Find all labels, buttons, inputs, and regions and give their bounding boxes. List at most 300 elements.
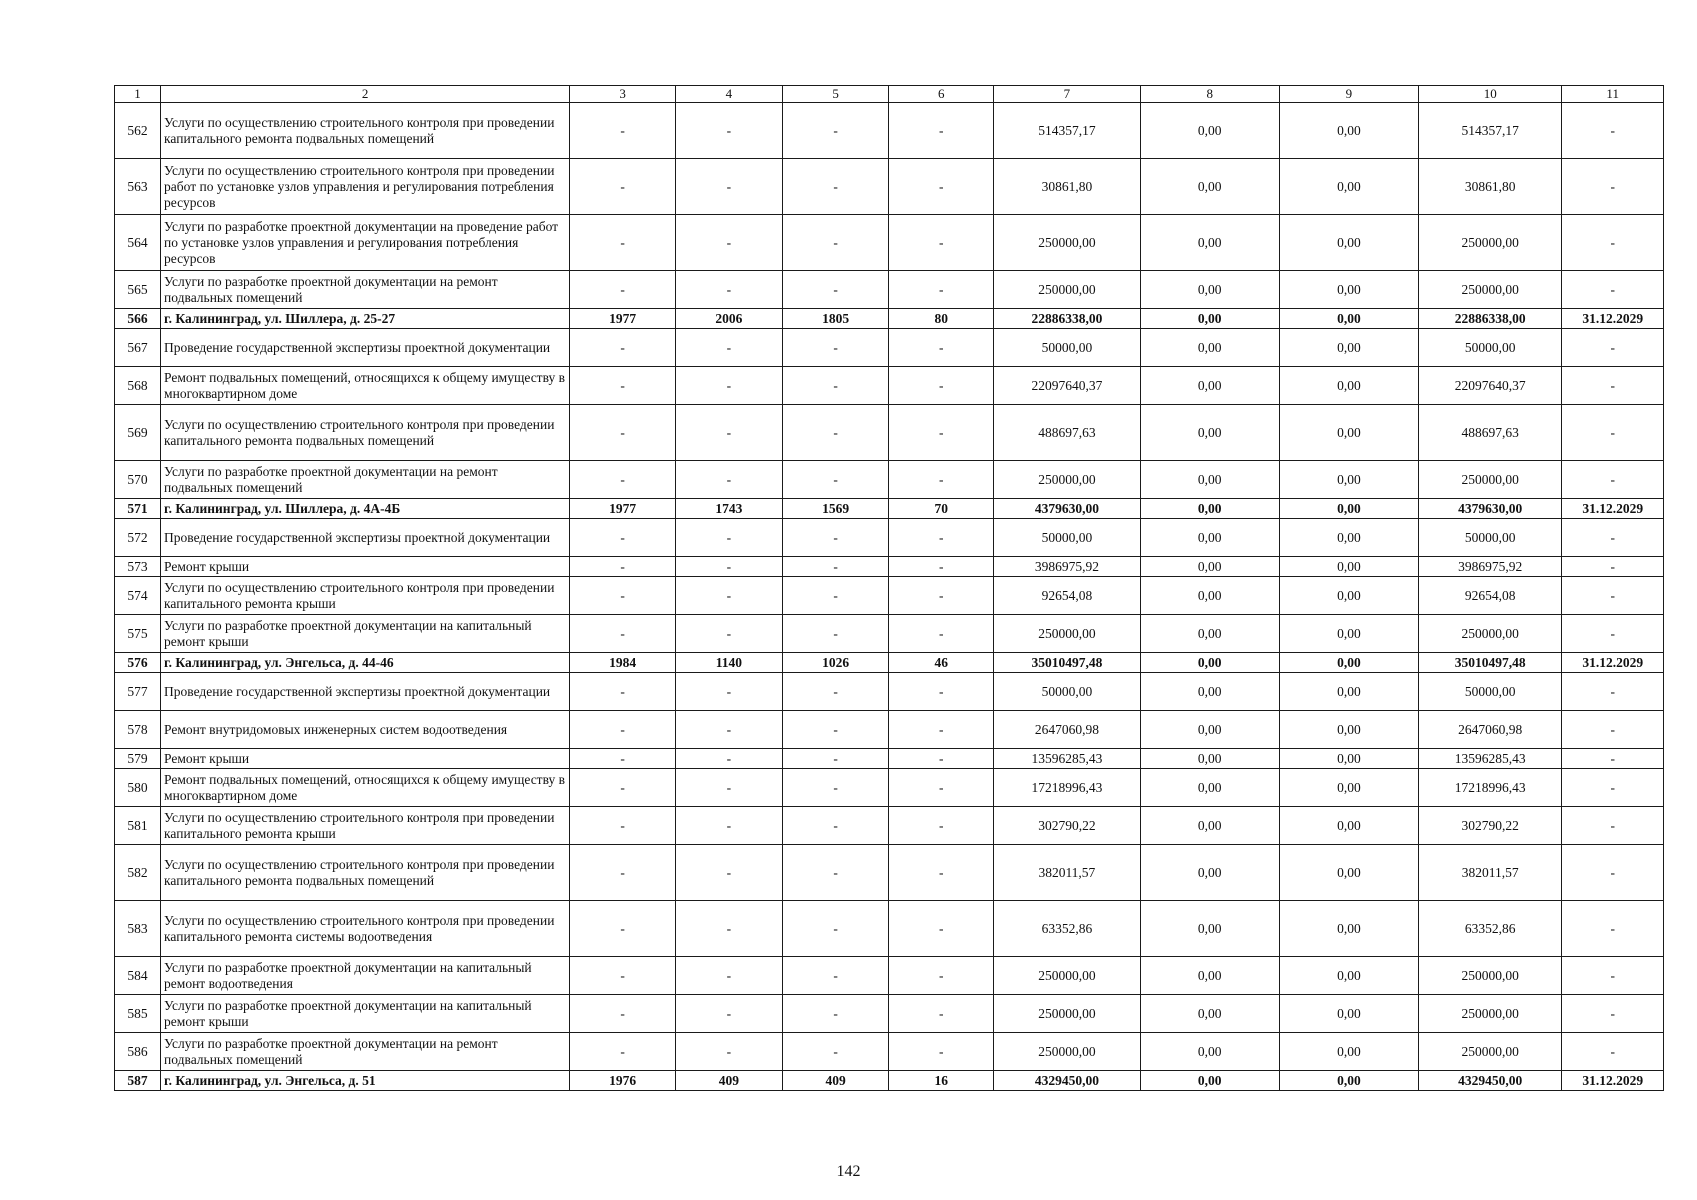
description-cell: Услуги по разработке проектной документации на капитальный ремонт водоотведения bbox=[161, 957, 570, 995]
value-cell: 409 bbox=[675, 1071, 782, 1091]
row-number-cell: 574 bbox=[115, 577, 161, 615]
column-header: 2 bbox=[161, 86, 570, 103]
value-cell: - bbox=[1562, 673, 1664, 711]
value-cell: - bbox=[1562, 769, 1664, 807]
value-cell: - bbox=[1562, 367, 1664, 405]
value-cell: 0,00 bbox=[1279, 711, 1418, 749]
value-cell: 1977 bbox=[570, 309, 676, 329]
repair-program-table bbox=[114, 85, 1664, 1091]
value-cell: 0,00 bbox=[1140, 461, 1279, 499]
address-row bbox=[115, 499, 1664, 519]
value-cell: 17218996,43 bbox=[994, 769, 1141, 807]
row-number-cell: 569 bbox=[115, 405, 161, 461]
value-cell: 382011,57 bbox=[1419, 845, 1562, 901]
description-cell: Услуги по осуществлению строительного контроля при проведении работ по установке узлов управления и регулирования потребления ресурсов bbox=[161, 159, 570, 215]
value-cell: 0,00 bbox=[1279, 329, 1418, 367]
value-cell: 0,00 bbox=[1279, 673, 1418, 711]
value-cell: 250000,00 bbox=[1419, 1033, 1562, 1071]
description-cell: Услуги по разработке проектной документации на ремонт подвальных помещений bbox=[161, 271, 570, 309]
table-row bbox=[115, 845, 1664, 901]
value-cell: 16 bbox=[889, 1071, 994, 1091]
value-cell: 0,00 bbox=[1279, 519, 1418, 557]
value-cell: 0,00 bbox=[1279, 367, 1418, 405]
description-cell: Ремонт внутридомовых инженерных систем водоотведения bbox=[161, 711, 570, 749]
table-row bbox=[115, 367, 1664, 405]
value-cell: 50000,00 bbox=[994, 329, 1141, 367]
value-cell: - bbox=[675, 367, 782, 405]
value-cell: 0,00 bbox=[1279, 271, 1418, 309]
value-cell: - bbox=[782, 557, 889, 577]
value-cell: 31.12.2029 bbox=[1562, 309, 1664, 329]
table-row bbox=[115, 615, 1664, 653]
description-cell: Услуги по осуществлению строительного контроля при проведении капитального ремонта подвальных помещений bbox=[161, 103, 570, 159]
value-cell: 0,00 bbox=[1279, 995, 1418, 1033]
row-number-cell: 582 bbox=[115, 845, 161, 901]
value-cell: 3986975,92 bbox=[994, 557, 1141, 577]
value-cell: - bbox=[570, 367, 676, 405]
value-cell: 17218996,43 bbox=[1419, 769, 1562, 807]
value-cell: - bbox=[570, 901, 676, 957]
value-cell: - bbox=[782, 711, 889, 749]
value-cell: 302790,22 bbox=[1419, 807, 1562, 845]
value-cell: - bbox=[570, 103, 676, 159]
value-cell: 4329450,00 bbox=[994, 1071, 1141, 1091]
value-cell: 250000,00 bbox=[1419, 615, 1562, 653]
description-cell: Ремонт подвальных помещений, относящихся к общему имуществу в многоквартирном доме bbox=[161, 367, 570, 405]
column-header: 5 bbox=[782, 86, 889, 103]
table-row bbox=[115, 405, 1664, 461]
table-row bbox=[115, 769, 1664, 807]
value-cell: 302790,22 bbox=[994, 807, 1141, 845]
value-cell: - bbox=[1562, 329, 1664, 367]
column-number-row bbox=[115, 86, 1664, 103]
value-cell: - bbox=[889, 577, 994, 615]
value-cell: 0,00 bbox=[1279, 807, 1418, 845]
value-cell: - bbox=[570, 807, 676, 845]
value-cell: - bbox=[1562, 711, 1664, 749]
table-row bbox=[115, 329, 1664, 367]
value-cell: 0,00 bbox=[1140, 519, 1279, 557]
description-cell: г. Калининград, ул. Энгельса, д. 51 bbox=[161, 1071, 570, 1091]
value-cell: - bbox=[570, 405, 676, 461]
value-cell: - bbox=[1562, 215, 1664, 271]
value-cell: - bbox=[1562, 405, 1664, 461]
value-cell: 31.12.2029 bbox=[1562, 499, 1664, 519]
description-cell: Услуги по осуществлению строительного контроля при проведении капитального ремонта подвальных помещений bbox=[161, 405, 570, 461]
value-cell: 0,00 bbox=[1279, 461, 1418, 499]
value-cell: 0,00 bbox=[1140, 901, 1279, 957]
row-number-cell: 578 bbox=[115, 711, 161, 749]
row-number-cell: 577 bbox=[115, 673, 161, 711]
value-cell: - bbox=[570, 995, 676, 1033]
value-cell: 1976 bbox=[570, 1071, 676, 1091]
value-cell: - bbox=[570, 461, 676, 499]
value-cell: - bbox=[675, 769, 782, 807]
row-number-cell: 581 bbox=[115, 807, 161, 845]
row-number-cell: 562 bbox=[115, 103, 161, 159]
value-cell: 0,00 bbox=[1140, 499, 1279, 519]
value-cell: - bbox=[570, 673, 676, 711]
value-cell: - bbox=[889, 103, 994, 159]
column-header: 11 bbox=[1562, 86, 1664, 103]
value-cell: 22097640,37 bbox=[994, 367, 1141, 405]
value-cell: 0,00 bbox=[1140, 1071, 1279, 1091]
value-cell: - bbox=[889, 159, 994, 215]
description-cell: Услуги по разработке проектной документации на ремонт подвальных помещений bbox=[161, 461, 570, 499]
value-cell: - bbox=[889, 367, 994, 405]
value-cell: - bbox=[570, 749, 676, 769]
row-number-cell: 568 bbox=[115, 367, 161, 405]
value-cell: - bbox=[675, 995, 782, 1033]
value-cell: - bbox=[570, 845, 676, 901]
value-cell: - bbox=[675, 329, 782, 367]
address-row bbox=[115, 653, 1664, 673]
value-cell: 0,00 bbox=[1140, 653, 1279, 673]
value-cell: 0,00 bbox=[1140, 329, 1279, 367]
value-cell: 0,00 bbox=[1279, 159, 1418, 215]
description-cell: Услуги по осуществлению строительного контроля при проведении капитального ремонта крыши bbox=[161, 807, 570, 845]
value-cell: 250000,00 bbox=[994, 615, 1141, 653]
value-cell: 0,00 bbox=[1279, 749, 1418, 769]
row-number-cell: 585 bbox=[115, 995, 161, 1033]
value-cell: - bbox=[1562, 1033, 1664, 1071]
value-cell: 35010497,48 bbox=[1419, 653, 1562, 673]
value-cell: 250000,00 bbox=[994, 215, 1141, 271]
column-header: 7 bbox=[994, 86, 1141, 103]
value-cell: - bbox=[889, 845, 994, 901]
value-cell: 0,00 bbox=[1140, 1033, 1279, 1071]
value-cell: 3986975,92 bbox=[1419, 557, 1562, 577]
row-number-cell: 583 bbox=[115, 901, 161, 957]
value-cell: 0,00 bbox=[1279, 215, 1418, 271]
column-header: 6 bbox=[889, 86, 994, 103]
value-cell: 13596285,43 bbox=[994, 749, 1141, 769]
row-number-cell: 563 bbox=[115, 159, 161, 215]
value-cell: 80 bbox=[889, 309, 994, 329]
value-cell: 2006 bbox=[675, 309, 782, 329]
description-cell: Услуги по разработке проектной документации на ремонт подвальных помещений bbox=[161, 1033, 570, 1071]
table-row bbox=[115, 749, 1664, 769]
value-cell: - bbox=[675, 215, 782, 271]
table-row bbox=[115, 103, 1664, 159]
row-number-cell: 576 bbox=[115, 653, 161, 673]
value-cell: - bbox=[675, 159, 782, 215]
value-cell: 382011,57 bbox=[994, 845, 1141, 901]
column-header: 4 bbox=[675, 86, 782, 103]
description-cell: г. Калининград, ул. Шиллера, д. 25-27 bbox=[161, 309, 570, 329]
value-cell: 30861,80 bbox=[1419, 159, 1562, 215]
table-row bbox=[115, 271, 1664, 309]
value-cell: - bbox=[675, 901, 782, 957]
value-cell: 0,00 bbox=[1279, 1033, 1418, 1071]
description-cell: г. Калининград, ул. Энгельса, д. 44-46 bbox=[161, 653, 570, 673]
value-cell: 514357,17 bbox=[994, 103, 1141, 159]
value-cell: - bbox=[1562, 557, 1664, 577]
table-row bbox=[115, 807, 1664, 845]
column-header: 10 bbox=[1419, 86, 1562, 103]
value-cell: 250000,00 bbox=[994, 271, 1141, 309]
table-row bbox=[115, 461, 1664, 499]
value-cell: - bbox=[782, 901, 889, 957]
value-cell: - bbox=[570, 615, 676, 653]
value-cell: 0,00 bbox=[1140, 615, 1279, 653]
row-number-cell: 567 bbox=[115, 329, 161, 367]
description-cell: Услуги по осуществлению строительного контроля при проведении капитального ремонта подвальных помещений bbox=[161, 845, 570, 901]
value-cell: - bbox=[889, 769, 994, 807]
table-row bbox=[115, 557, 1664, 577]
value-cell: 92654,08 bbox=[1419, 577, 1562, 615]
value-cell: - bbox=[675, 845, 782, 901]
value-cell: 0,00 bbox=[1279, 103, 1418, 159]
table-row bbox=[115, 957, 1664, 995]
value-cell: 0,00 bbox=[1140, 557, 1279, 577]
address-row bbox=[115, 309, 1664, 329]
value-cell: - bbox=[782, 329, 889, 367]
value-cell: 1984 bbox=[570, 653, 676, 673]
value-cell: - bbox=[782, 271, 889, 309]
table-row bbox=[115, 711, 1664, 749]
value-cell: - bbox=[782, 159, 889, 215]
table-row bbox=[115, 159, 1664, 215]
value-cell: - bbox=[782, 519, 889, 557]
value-cell: 0,00 bbox=[1140, 673, 1279, 711]
value-cell: 409 bbox=[782, 1071, 889, 1091]
value-cell: 0,00 bbox=[1140, 159, 1279, 215]
value-cell: - bbox=[675, 557, 782, 577]
value-cell: - bbox=[1562, 271, 1664, 309]
value-cell: 514357,17 bbox=[1419, 103, 1562, 159]
value-cell: - bbox=[1562, 749, 1664, 769]
value-cell: - bbox=[1562, 577, 1664, 615]
value-cell: - bbox=[675, 615, 782, 653]
value-cell: 0,00 bbox=[1279, 405, 1418, 461]
row-number-cell: 573 bbox=[115, 557, 161, 577]
value-cell: 0,00 bbox=[1279, 769, 1418, 807]
table-row bbox=[115, 995, 1664, 1033]
value-cell: 0,00 bbox=[1140, 807, 1279, 845]
value-cell: - bbox=[570, 957, 676, 995]
row-number-cell: 570 bbox=[115, 461, 161, 499]
row-number-cell: 564 bbox=[115, 215, 161, 271]
value-cell: 50000,00 bbox=[994, 673, 1141, 711]
value-cell: 1805 bbox=[782, 309, 889, 329]
row-number-cell: 586 bbox=[115, 1033, 161, 1071]
value-cell: 92654,08 bbox=[994, 577, 1141, 615]
value-cell: 30861,80 bbox=[994, 159, 1141, 215]
row-number-cell: 587 bbox=[115, 1071, 161, 1091]
value-cell: - bbox=[675, 1033, 782, 1071]
column-header: 9 bbox=[1279, 86, 1418, 103]
value-cell: 0,00 bbox=[1140, 309, 1279, 329]
value-cell: 13596285,43 bbox=[1419, 749, 1562, 769]
row-number-cell: 580 bbox=[115, 769, 161, 807]
value-cell: - bbox=[889, 995, 994, 1033]
value-cell: 4379630,00 bbox=[1419, 499, 1562, 519]
value-cell: 4379630,00 bbox=[994, 499, 1141, 519]
value-cell: 0,00 bbox=[1279, 1071, 1418, 1091]
value-cell: - bbox=[675, 807, 782, 845]
value-cell: - bbox=[675, 577, 782, 615]
value-cell: 22886338,00 bbox=[1419, 309, 1562, 329]
value-cell: - bbox=[570, 519, 676, 557]
value-cell: - bbox=[782, 769, 889, 807]
value-cell: - bbox=[782, 461, 889, 499]
value-cell: - bbox=[889, 957, 994, 995]
value-cell: - bbox=[889, 749, 994, 769]
value-cell: 0,00 bbox=[1140, 215, 1279, 271]
value-cell: 0,00 bbox=[1279, 577, 1418, 615]
table-body bbox=[115, 86, 1664, 1091]
value-cell: - bbox=[1562, 995, 1664, 1033]
value-cell: - bbox=[1562, 103, 1664, 159]
value-cell: - bbox=[1562, 845, 1664, 901]
row-number-cell: 566 bbox=[115, 309, 161, 329]
value-cell: 250000,00 bbox=[994, 1033, 1141, 1071]
table-row bbox=[115, 215, 1664, 271]
value-cell: - bbox=[782, 807, 889, 845]
value-cell: 488697,63 bbox=[994, 405, 1141, 461]
table-row bbox=[115, 577, 1664, 615]
value-cell: 31.12.2029 bbox=[1562, 1071, 1664, 1091]
table-row bbox=[115, 1033, 1664, 1071]
value-cell: - bbox=[782, 405, 889, 461]
description-cell: Проведение государственной экспертизы проектной документации bbox=[161, 329, 570, 367]
value-cell: - bbox=[889, 673, 994, 711]
value-cell: - bbox=[889, 1033, 994, 1071]
value-cell: - bbox=[1562, 957, 1664, 995]
row-number-cell: 575 bbox=[115, 615, 161, 653]
value-cell: - bbox=[675, 957, 782, 995]
value-cell: 1743 bbox=[675, 499, 782, 519]
value-cell: - bbox=[782, 845, 889, 901]
value-cell: - bbox=[570, 1033, 676, 1071]
value-cell: 50000,00 bbox=[1419, 673, 1562, 711]
value-cell: 4329450,00 bbox=[1419, 1071, 1562, 1091]
value-cell: - bbox=[675, 673, 782, 711]
value-cell: 1569 bbox=[782, 499, 889, 519]
table-row bbox=[115, 673, 1664, 711]
value-cell: 0,00 bbox=[1279, 557, 1418, 577]
value-cell: 2647060,98 bbox=[1419, 711, 1562, 749]
value-cell: 0,00 bbox=[1140, 957, 1279, 995]
value-cell: - bbox=[570, 159, 676, 215]
value-cell: - bbox=[1562, 519, 1664, 557]
description-cell: Услуги по разработке проектной документации на капитальный ремонт крыши bbox=[161, 615, 570, 653]
value-cell: - bbox=[782, 673, 889, 711]
column-header: 1 bbox=[115, 86, 161, 103]
value-cell: 50000,00 bbox=[994, 519, 1141, 557]
value-cell: - bbox=[889, 711, 994, 749]
address-row bbox=[115, 1071, 1664, 1091]
value-cell: - bbox=[889, 215, 994, 271]
value-cell: 488697,63 bbox=[1419, 405, 1562, 461]
value-cell: - bbox=[675, 711, 782, 749]
value-cell: 63352,86 bbox=[1419, 901, 1562, 957]
value-cell: 0,00 bbox=[1140, 271, 1279, 309]
value-cell: 0,00 bbox=[1140, 749, 1279, 769]
table-row bbox=[115, 519, 1664, 557]
value-cell: - bbox=[782, 957, 889, 995]
value-cell: 250000,00 bbox=[994, 995, 1141, 1033]
value-cell: 250000,00 bbox=[1419, 461, 1562, 499]
description-cell: Ремонт крыши bbox=[161, 557, 570, 577]
description-cell: Услуги по разработке проектной документации на проведение работ по установке узлов управления и регулирования потребления ресурсов bbox=[161, 215, 570, 271]
value-cell: 0,00 bbox=[1279, 499, 1418, 519]
value-cell: 50000,00 bbox=[1419, 519, 1562, 557]
value-cell: 0,00 bbox=[1279, 653, 1418, 673]
value-cell: - bbox=[1562, 461, 1664, 499]
row-number-cell: 579 bbox=[115, 749, 161, 769]
value-cell: 0,00 bbox=[1140, 103, 1279, 159]
description-cell: г. Калининград, ул. Шиллера, д. 4А-4Б bbox=[161, 499, 570, 519]
row-number-cell: 572 bbox=[115, 519, 161, 557]
value-cell: 0,00 bbox=[1279, 845, 1418, 901]
value-cell: - bbox=[675, 405, 782, 461]
value-cell: 250000,00 bbox=[1419, 995, 1562, 1033]
value-cell: 35010497,48 bbox=[994, 653, 1141, 673]
value-cell: - bbox=[782, 367, 889, 405]
value-cell: 0,00 bbox=[1140, 577, 1279, 615]
value-cell: 250000,00 bbox=[1419, 957, 1562, 995]
value-cell: - bbox=[889, 557, 994, 577]
value-cell: - bbox=[570, 557, 676, 577]
value-cell: - bbox=[782, 103, 889, 159]
value-cell: 63352,86 bbox=[994, 901, 1141, 957]
description-cell: Услуги по разработке проектной документации на капитальный ремонт крыши bbox=[161, 995, 570, 1033]
description-cell: Проведение государственной экспертизы проектной документации bbox=[161, 519, 570, 557]
value-cell: - bbox=[889, 901, 994, 957]
row-number-cell: 565 bbox=[115, 271, 161, 309]
value-cell: - bbox=[889, 271, 994, 309]
value-cell: - bbox=[1562, 901, 1664, 957]
value-cell: 250000,00 bbox=[1419, 215, 1562, 271]
value-cell: 1140 bbox=[675, 653, 782, 673]
value-cell: - bbox=[675, 271, 782, 309]
value-cell: 1977 bbox=[570, 499, 676, 519]
value-cell: - bbox=[889, 615, 994, 653]
value-cell: 70 bbox=[889, 499, 994, 519]
value-cell: 46 bbox=[889, 653, 994, 673]
value-cell: 0,00 bbox=[1279, 957, 1418, 995]
page-number: 142 bbox=[836, 1163, 861, 1180]
description-cell: Ремонт крыши bbox=[161, 749, 570, 769]
value-cell: - bbox=[782, 215, 889, 271]
value-cell: 22886338,00 bbox=[994, 309, 1141, 329]
value-cell: - bbox=[889, 461, 994, 499]
value-cell: - bbox=[889, 807, 994, 845]
value-cell: - bbox=[675, 103, 782, 159]
description-cell: Услуги по осуществлению строительного контроля при проведении капитального ремонта системы водоотведения bbox=[161, 901, 570, 957]
value-cell: 0,00 bbox=[1140, 769, 1279, 807]
value-cell: 22097640,37 bbox=[1419, 367, 1562, 405]
value-cell: 0,00 bbox=[1279, 309, 1418, 329]
description-cell: Проведение государственной экспертизы проектной документации bbox=[161, 673, 570, 711]
value-cell: 31.12.2029 bbox=[1562, 653, 1664, 673]
value-cell: - bbox=[675, 749, 782, 769]
value-cell: - bbox=[570, 577, 676, 615]
value-cell: - bbox=[782, 615, 889, 653]
value-cell: - bbox=[570, 215, 676, 271]
value-cell: 0,00 bbox=[1140, 711, 1279, 749]
value-cell: - bbox=[782, 577, 889, 615]
value-cell: - bbox=[570, 711, 676, 749]
value-cell: 250000,00 bbox=[1419, 271, 1562, 309]
value-cell: 1026 bbox=[782, 653, 889, 673]
value-cell: 2647060,98 bbox=[994, 711, 1141, 749]
value-cell: - bbox=[889, 405, 994, 461]
row-number-cell: 584 bbox=[115, 957, 161, 995]
value-cell: - bbox=[782, 995, 889, 1033]
